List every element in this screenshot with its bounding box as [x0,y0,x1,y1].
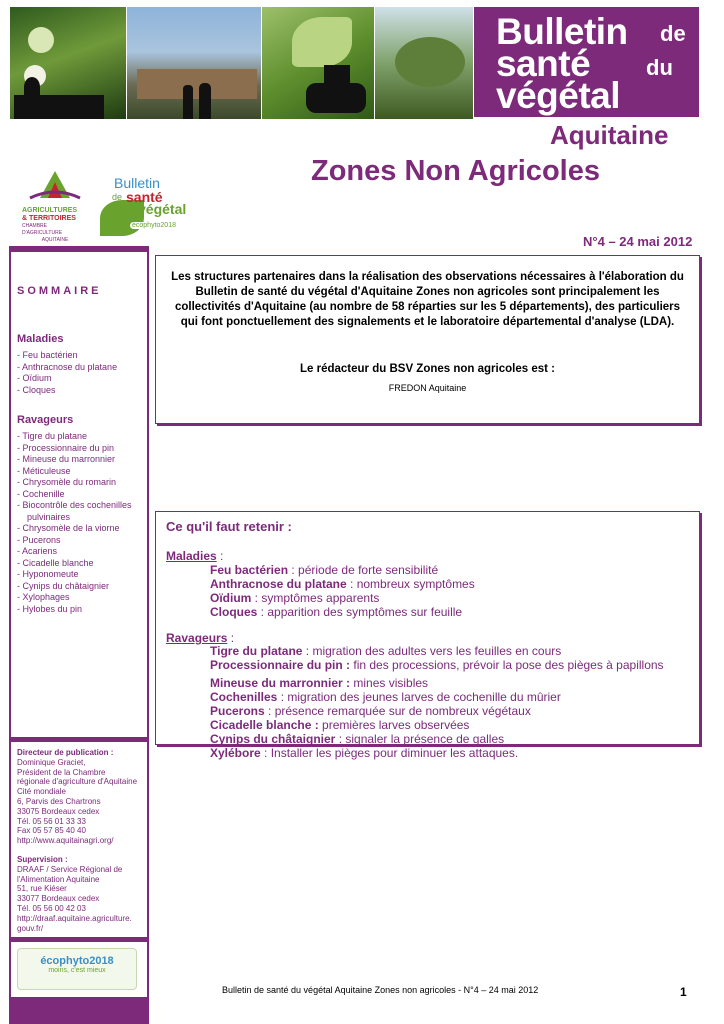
ecophyto-logo [17,948,137,990]
ecophyto-slogan: moins, c'est mieux [48,967,106,974]
credit-line: 33075 Bordeaux cedex [17,806,100,816]
item-text: : symptômes apparents [251,591,380,605]
silhouette-people [183,85,193,119]
retenir-box [155,511,700,760]
list-item: - Biocontrôle des cochenilles pulvinaires [17,500,132,522]
supervision-block [17,855,147,933]
sidebar-ravageurs-list [17,431,147,615]
credit-line: Cité mondiale [17,787,66,797]
credit-line: 33077 Bordeaux cedex [17,894,100,904]
credit-line: Tél. 05 56 00 42 03 [17,903,86,913]
retenir-item [210,676,428,690]
intro-text: Les structures partenaires dans la réalisation des observations nécessaires à l'élaboration du Bulletin de santé du végétal d'Aquitaine Zones non agricoles sont principalement les collectivités d'Aquitaine (au nombre de 58 réparties sur les 5 départements), des particuliers qui font ponctuellement des signalements et le laboratoire départemental d'analyse (LDA). [171,271,684,328]
item-name: Anthracnose du platane [210,577,347,591]
list-item: - Feu bactérien [17,350,78,360]
silhouette-person-desk [14,95,104,119]
credit-line: Dominique Graciet, [17,757,86,767]
item-name: Cicadelle blanche : [210,718,319,732]
list-item: - Oïdium [17,373,52,383]
list-item: - Tigre du platane [17,431,88,441]
bsv-line2b: santé [126,189,163,205]
draaf-link-cont[interactable]: gouv.fr/ [17,923,44,933]
directeur-title: Directeur de publication : [17,748,114,757]
issue-date: – 24 mai 2012 [608,234,693,249]
chamber-line1: AGRICULTURES [22,207,78,214]
list-item: - Pucerons [17,534,61,545]
ravageurs-colon: : [227,631,235,645]
issue-number: N°4 [583,234,605,249]
ecophyto-badge: écophyto2018 [132,222,176,229]
item-text: : nombreux symptômes [346,577,475,591]
title-line2: santé [496,43,591,84]
chamber-line2: & TERRITOIRES [22,215,76,222]
zone-title: Zones Non Agricoles [311,155,600,187]
directeur-block [17,748,147,846]
item-name: Pucerons [210,704,265,718]
bsv-logo [100,172,187,238]
sommaire-title: SOMMAIRE [17,285,102,297]
credit-line: 51, rue Kiéser [17,884,67,894]
aquitainagri-link[interactable]: http://www.aquitainagri.org/ [17,836,114,846]
retenir-item [210,563,438,577]
title-line1-suffix: de [660,21,686,46]
title-line3: végétal [496,75,621,116]
silhouette-tractor [306,83,366,113]
item-text: fin des processions, prévoir la pose des pièges à papillons [350,658,664,672]
item-name: Processionnaire du pin : [210,658,351,672]
list-item: - Cloques [17,384,56,395]
retenir-maladies-heading [166,549,223,563]
chamber-logo-mark-icon [22,168,88,202]
list-item: - Chrysomèle du romarin [17,477,117,487]
list-item: - Cynips du châtaignier [17,580,110,591]
region-title: Aquitaine [550,120,669,150]
bsv-line2a: de [112,192,123,202]
list-item: - Acariens [17,546,58,556]
retenir-item [210,605,462,619]
redacteur-label: Le rédacteur du BSV Zones non agricoles est : [300,363,555,375]
bsv-line3b: végétal [138,201,187,217]
sidebar-ecophyto-panel [11,942,147,997]
sidebar-maladies-list [17,350,147,396]
credit-line: Fax 05 57 85 40 40 [17,826,86,836]
list-item: - Méticuleuse [17,465,71,476]
item-text: : période de forte sensibilité [288,563,439,577]
list-item: - Hylobes du pin [17,603,83,614]
maladies-label: Maladies [166,549,217,563]
chamber-line4: AQUITAINE [41,237,69,243]
retenir-item [210,644,561,658]
item-text: : migration des adultes vers les feuilles en cours [302,644,562,658]
ravageurs-label: Ravageurs [166,631,228,645]
list-item: - Anthracnose du platane [17,361,118,372]
retenir-item [210,658,664,672]
list-item: - Processionnaire du pin [17,442,115,453]
bsv-line3a: du [124,204,135,214]
item-text: : migration des jeunes larves de cochenille du mûrier [277,690,561,704]
credit-line: Tél. 05 56 01 33 33 [17,816,86,826]
retenir-item [210,746,518,760]
list-item: - Cicadelle blanche [17,557,94,568]
item-name: Oïdium [210,591,252,605]
list-item: - Hyponomeute [17,569,79,579]
redacteur-name: FREDON Aquitaine [388,383,467,393]
item-name: Cochenilles [210,690,278,704]
bulletin-title-block [474,7,699,117]
sidebar-maladies-title: Maladies [17,333,64,345]
title-line2-suffix: du [646,55,673,80]
supervision-title: Supervision : [17,855,68,864]
retenir-ravageurs-heading [166,631,234,645]
retenir-title: Ce qu'il faut retenir : [166,519,292,534]
credit-line: Président de la Chambre [17,767,106,777]
page-number: 1 [680,985,687,999]
bsv-line1: Bulletin [114,175,160,191]
header-photo-building [127,7,261,119]
retenir-item [210,591,379,605]
issue-line [583,234,692,249]
item-name: Tigre du platane [210,644,303,658]
retenir-item [210,690,561,704]
draaf-link[interactable]: http://draaf.aquitaine.agriculture. [17,913,132,923]
list-item: - Mineuse du marronnier [17,454,116,464]
credit-line: régionale d'agriculture d'Aquitaine [17,777,138,787]
credit-line: DRAAF / Service Régional de [17,864,123,874]
sidebar-ravageurs-title: Ravageurs [17,414,74,426]
retenir-item [210,704,531,718]
header-photo-plants [10,7,126,119]
item-text: premières larves observées [318,718,470,732]
item-name: Feu bactérien [210,563,289,577]
list-item: - Cochenille [17,488,65,499]
item-text: mines visibles [350,676,429,690]
item-text: : signaler la présence de galles [335,732,505,746]
header-photo-leaves [262,7,374,119]
header-photo-park [375,7,473,119]
item-name: Cloques [210,605,258,619]
ecophyto-footer: écophyto2018 [40,955,114,967]
title-line1: Bulletin [496,11,628,52]
chamber-logo [22,168,88,243]
credit-line: 6, Parvis des Chartrons [17,796,101,806]
page-footer: Bulletin de santé du végétal Aquitaine Zones non agricoles - N°4 – 24 mai 2012 [222,985,539,995]
item-name: Mineuse du marronnier : [210,676,351,690]
list-item: - Xylophages [17,592,70,602]
item-name: Xylébore [210,746,261,760]
retenir-item [210,732,504,746]
item-text: : Installer les pièges pour diminuer les attaques. [260,746,519,760]
retenir-item [210,718,469,732]
retenir-item [210,577,475,591]
intro-box [155,255,700,424]
credit-line: l'Alimentation Aquitaine [17,874,100,884]
maladies-colon: : [216,549,224,563]
item-text: : présence remarquée sur de nombreux végétaux [264,704,531,718]
chamber-line3: CHAMBRE D'AGRICULTURE [22,223,63,236]
list-item: - Chrysomèle de la viorne [17,523,120,533]
item-name: Cynips du châtaignier [210,732,336,746]
item-text: : apparition des symptômes sur feuille [257,605,463,619]
